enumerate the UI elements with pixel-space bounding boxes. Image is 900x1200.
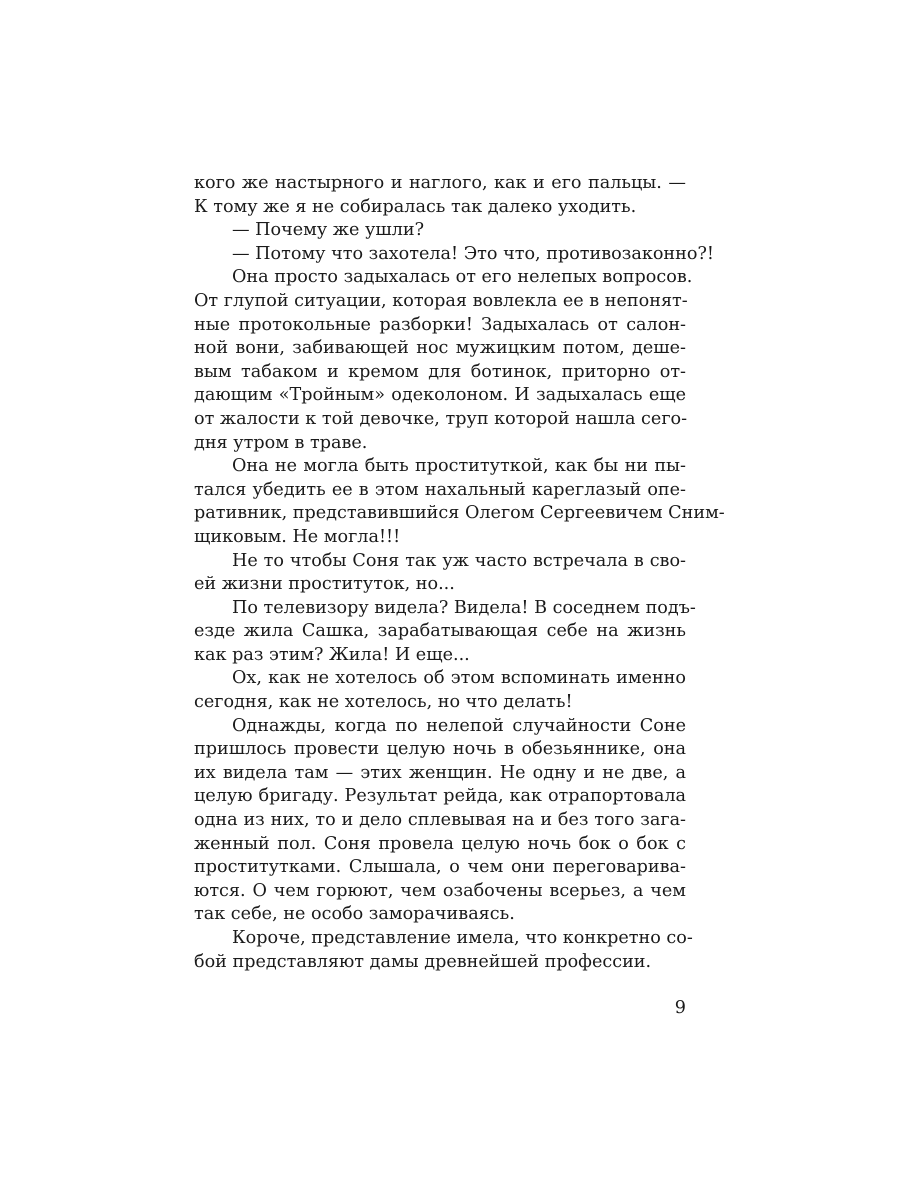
text-line: — Почему же ушли? <box>232 220 425 241</box>
text-line: вым табаком и кремом для ботинок, приторно от- <box>194 361 686 382</box>
text-line: ей жизни проституток, но... <box>194 574 455 595</box>
text-line: ной вони, забивающей нос мужицким потом, деше- <box>194 338 686 359</box>
text-line: от жалости к той девочке, труп которой нашла сего- <box>194 408 688 429</box>
text-line: бой представляют дамы древнейшей профессии. <box>194 951 652 972</box>
text-line: ративник, представившийся Олегом Сергеевичем Сним- <box>194 503 725 524</box>
text-line: одна из них, то и дело сплевывая на и без того зага- <box>194 810 686 831</box>
text-line: как раз этим? Жила! И еще... <box>194 644 470 665</box>
text-line: Ох, как не хотелось об этом вспоминать именно <box>232 668 686 689</box>
text-line: проститутками. Слышала, о чем они переговарива- <box>194 857 686 878</box>
text-line: кого же настырного и наглого, как и его пальцы. — <box>194 173 686 193</box>
text-line: ные протокольные разборки! Задыхалась от салон- <box>194 314 686 335</box>
page-number: 9 <box>674 998 686 1018</box>
text-line: дня утром в траве. <box>194 432 368 453</box>
text-line: К тому же я не собиралась так далеко уходить. <box>194 196 637 217</box>
text-line: По телевизору видела? Видела! В соседнем подъ- <box>232 597 696 618</box>
text-line: их видела там — этих женщин. Не одну и не две, а <box>194 762 686 783</box>
text-line: целую бригаду. Результат рейда, как отрапортовала <box>194 786 686 807</box>
text-line: Не то чтобы Соня так уж часто встречала в сво- <box>232 550 686 571</box>
text-line: Однажды, когда по нелепой случайности Соне <box>232 715 686 736</box>
text-line: От глупой ситуации, которая вовлекла ее в непонят- <box>194 290 688 311</box>
text-line: пришлось провести целую ночь в обезьяннике, она <box>194 739 686 760</box>
text-line: Короче, представление имела, что конкретно со- <box>232 928 693 948</box>
text-line: щиковым. Не могла!!! <box>194 526 401 547</box>
text-line: — Потому что захотела! Это что, противозаконно?! <box>232 243 714 264</box>
text-line: сегодня, как не хотелось, но что делать! <box>194 692 573 713</box>
text-line: так себе, не особо заморачиваясь. <box>194 904 515 925</box>
text-line: езде жила Сашка, зарабатывающая себе на жизнь <box>194 621 686 642</box>
text-line: Она просто задыхалась от его нелепых вопросов. <box>232 267 693 288</box>
text-line: женный пол. Соня провела целую ночь бок о бок с <box>194 833 686 854</box>
text-line: ются. О чем горюют, чем озабочены всерьез, а чем <box>194 880 686 901</box>
body-text <box>194 172 725 974</box>
text-line: тался убедить ее в этом нахальный кареглазый опе- <box>194 479 686 500</box>
text-line: Она не могла быть проституткой, как бы ни пы- <box>232 456 686 477</box>
text-line: дающим «Тройным» одеколоном. И задыхалась еще <box>194 385 686 406</box>
